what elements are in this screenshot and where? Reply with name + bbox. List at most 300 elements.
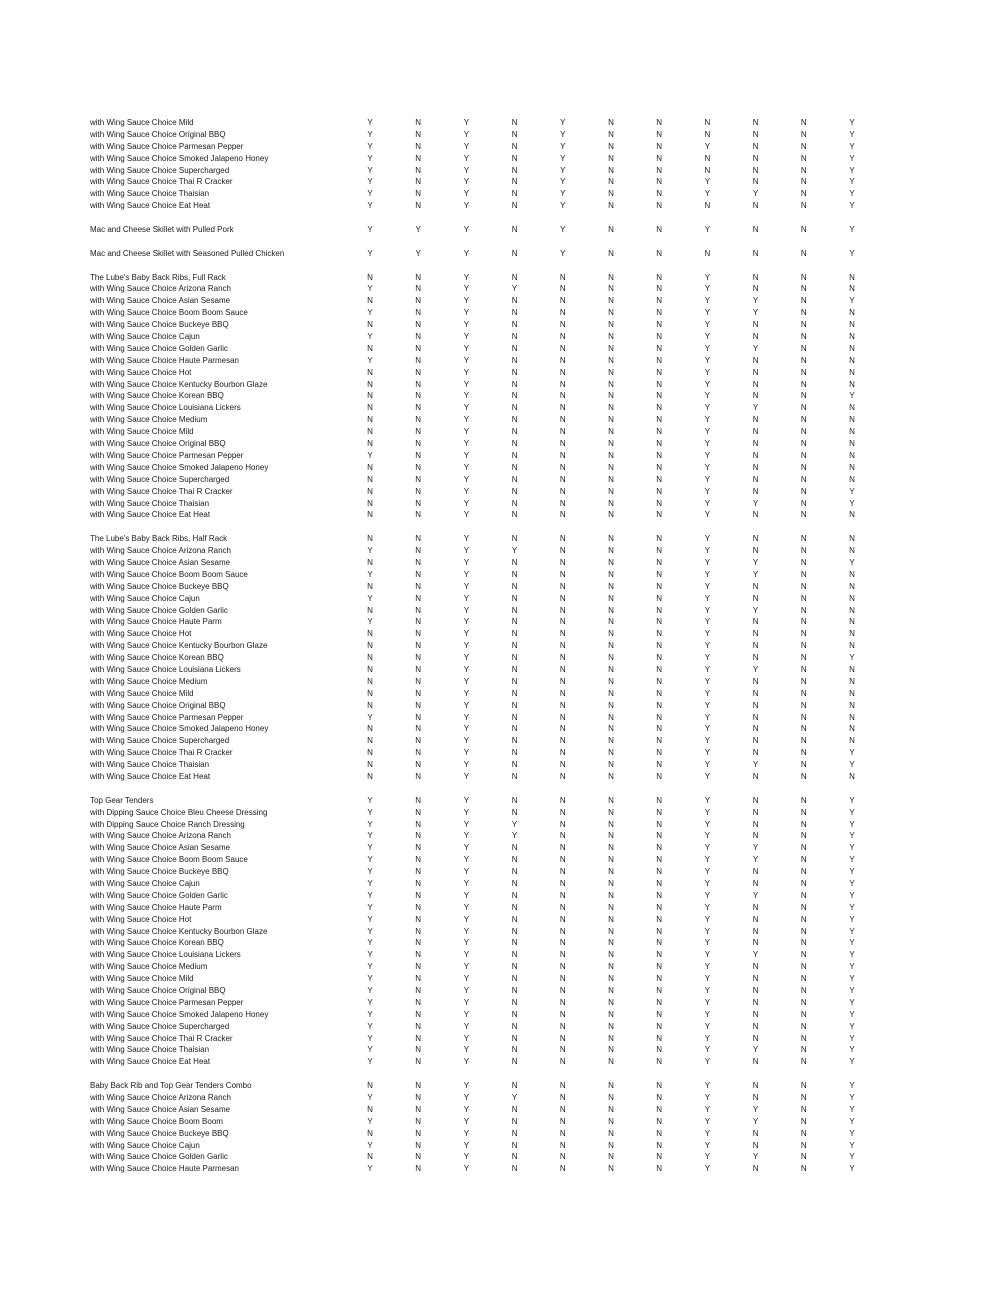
allergen-flag-cell: N: [511, 629, 518, 639]
allergen-flag-cell: N: [752, 546, 759, 556]
table-row: [0, 819, 1000, 831]
allergen-flag-cell: N: [559, 308, 566, 318]
allergen-flag-cell: Y: [511, 1093, 518, 1103]
allergen-flag-cell: N: [559, 831, 566, 841]
allergen-flag-cell: N: [415, 343, 422, 353]
allergen-flag-cell: Y: [704, 914, 711, 924]
allergen-flag-cell: Y: [704, 795, 711, 805]
allergen-flag-cell: N: [704, 165, 711, 175]
allergen-flag-cell: N: [415, 724, 422, 734]
allergen-flag-cell: N: [415, 486, 422, 496]
allergen-flag-cell: N: [752, 617, 759, 627]
table-row: [0, 486, 1000, 498]
allergen-flag-cell: N: [511, 296, 518, 306]
table-row: [0, 688, 1000, 700]
table-row: [0, 141, 1000, 153]
allergen-flag-cell: Y: [704, 1128, 711, 1138]
allergen-flag-cell: N: [559, 712, 566, 722]
allergen-flag-cell: N: [608, 724, 614, 734]
allergen-flag-cell: N: [511, 320, 518, 330]
allergen-flag-cell: Y: [367, 248, 373, 258]
allergen-flag-cell: N: [656, 688, 663, 698]
allergen-flag-cell: N: [559, 974, 566, 984]
allergen-flag-cell: N: [800, 343, 807, 353]
allergen-flag-cell: N: [800, 296, 807, 306]
allergen-flag-cell: N: [800, 581, 807, 591]
allergen-flag-cell: Y: [849, 997, 855, 1007]
allergen-flag-cell: N: [559, 391, 566, 401]
allergen-flag-cell: Y: [704, 629, 711, 639]
menu-item-label: with Wing Sauce Choice Mild: [90, 688, 194, 698]
table-row: [0, 509, 1000, 521]
table-row: [0, 949, 1000, 961]
allergen-flag-cell: N: [608, 1033, 614, 1043]
allergen-flag-cell: N: [752, 1128, 759, 1138]
allergen-flag-cell: Y: [367, 569, 373, 579]
allergen-flag-cell: N: [656, 332, 663, 342]
menu-item-label: with Wing Sauce Choice Arizona Ranch: [90, 546, 231, 556]
allergen-flag-cell: N: [800, 617, 807, 627]
allergen-flag-cell: Y: [463, 225, 470, 235]
allergen-flag-cell: Y: [849, 1033, 855, 1043]
allergen-flag-cell: Y: [704, 284, 711, 294]
allergen-flag-cell: N: [656, 165, 663, 175]
allergen-flag-cell: Y: [367, 1033, 373, 1043]
allergen-flag-cell: Y: [849, 1116, 855, 1126]
allergen-flag-cell: Y: [849, 189, 855, 199]
allergen-flag-cell: N: [800, 938, 807, 948]
allergen-flag-cell: Y: [704, 427, 711, 437]
allergen-flag-cell: Y: [849, 1152, 855, 1162]
allergen-flag-cell: N: [656, 1152, 663, 1162]
allergen-flag-cell: N: [511, 427, 518, 437]
allergen-flag-cell: Y: [849, 748, 855, 758]
allergen-flag-cell: N: [752, 629, 759, 639]
menu-item-label: with Wing Sauce Choice Hot: [90, 629, 192, 639]
allergen-flag-cell: Y: [560, 225, 566, 235]
allergen-flag-cell: N: [800, 843, 807, 853]
table-row: [0, 997, 1000, 1009]
table-row: [0, 533, 1000, 545]
table-row: [0, 462, 1000, 474]
allergen-flag-cell: Y: [752, 605, 759, 615]
table-row: [0, 414, 1000, 426]
allergen-flag-cell: N: [511, 201, 518, 211]
table-row: [0, 795, 1000, 807]
table-row: [0, 426, 1000, 438]
allergen-flag-cell: N: [800, 248, 807, 258]
allergen-flag-cell: N: [608, 831, 614, 841]
allergen-flag-cell: N: [752, 177, 759, 187]
allergen-flag-cell: N: [559, 962, 566, 972]
allergen-flag-cell: Y: [463, 427, 470, 437]
menu-item-label: with Wing Sauce Choice Cajun: [90, 332, 200, 342]
allergen-flag-cell: N: [656, 605, 663, 615]
allergen-flag-cell: Y: [752, 569, 759, 579]
allergen-flag-cell: N: [415, 474, 422, 484]
table-row: [0, 1140, 1000, 1152]
allergen-flag-cell: Y: [752, 843, 759, 853]
table-row: [0, 902, 1000, 914]
menu-item-label: with Wing Sauce Choice Louisiana Lickers: [90, 403, 241, 413]
allergen-flag-cell: N: [608, 664, 614, 674]
allergen-flag-cell: N: [367, 676, 373, 686]
allergen-flag-cell: N: [511, 1045, 518, 1055]
table-row: [0, 1044, 1000, 1056]
allergen-flag-cell: Y: [560, 165, 566, 175]
allergen-flag-cell: N: [849, 534, 855, 544]
allergen-flag-cell: Y: [367, 950, 373, 960]
allergen-flag-cell: N: [559, 546, 566, 556]
allergen-flag-cell: N: [367, 771, 373, 781]
allergen-flag-cell: N: [511, 688, 518, 698]
allergen-flag-cell: N: [415, 1021, 422, 1031]
table-row: [0, 807, 1000, 819]
allergen-flag-cell: N: [656, 676, 663, 686]
allergen-flag-cell: N: [800, 332, 807, 342]
allergen-flag-cell: Y: [704, 296, 711, 306]
allergen-flag-cell: N: [608, 1128, 614, 1138]
allergen-flag-cell: N: [752, 415, 759, 425]
allergen-flag-cell: N: [608, 415, 614, 425]
allergen-flag-cell: N: [559, 1021, 566, 1031]
allergen-flag-cell: N: [656, 534, 663, 544]
allergen-flag-cell: Y: [752, 296, 759, 306]
allergen-flag-cell: N: [800, 462, 807, 472]
allergen-flag-cell: N: [800, 1128, 807, 1138]
allergen-flag-cell: N: [608, 379, 614, 389]
allergen-flag-cell: Y: [849, 974, 855, 984]
allergen-flag-cell: Y: [463, 1128, 470, 1138]
allergen-flag-cell: N: [559, 1045, 566, 1055]
allergen-flag-cell: Y: [463, 343, 470, 353]
table-row: [0, 1056, 1000, 1068]
allergen-flag-cell: Y: [849, 557, 855, 567]
allergen-flag-cell: Y: [367, 1164, 373, 1174]
allergen-flag-cell: Y: [367, 355, 373, 365]
allergen-flag-cell: N: [415, 962, 422, 972]
allergen-flag-cell: Y: [367, 332, 373, 342]
allergen-flag-cell: Y: [560, 248, 566, 258]
menu-item-label: with Wing Sauce Choice Haute Parmesan: [90, 355, 239, 365]
allergen-flag-cell: N: [656, 439, 663, 449]
allergen-flag-cell: Y: [849, 950, 855, 960]
menu-item-label: with Wing Sauce Choice Arizona Ranch: [90, 284, 231, 294]
allergen-flag-cell: N: [415, 890, 422, 900]
allergen-flag-cell: N: [800, 284, 807, 294]
allergen-flag-cell: Y: [704, 736, 711, 746]
allergen-flag-cell: N: [415, 902, 422, 912]
allergen-flag-cell: N: [415, 1116, 422, 1126]
allergen-flag-cell: N: [752, 367, 759, 377]
allergen-flag-cell: N: [511, 379, 518, 389]
allergen-flag-cell: N: [511, 902, 518, 912]
allergen-flag-cell: N: [559, 367, 566, 377]
allergen-flag-cell: N: [608, 748, 614, 758]
allergen-flag-cell: N: [559, 320, 566, 330]
allergen-flag-cell: N: [704, 118, 711, 127]
allergen-flag-cell: N: [608, 902, 614, 912]
allergen-flag-cell: N: [559, 534, 566, 544]
menu-item-label: with Wing Sauce Choice Parmesan Pepper: [90, 450, 244, 460]
allergen-flag-cell: Y: [367, 284, 373, 294]
allergen-flag-cell: N: [367, 700, 373, 710]
allergen-flag-cell: N: [752, 201, 759, 211]
allergen-flag-cell: Y: [752, 1152, 759, 1162]
allergen-flag-cell: N: [367, 474, 373, 484]
allergen-flag-cell: N: [415, 771, 422, 781]
allergen-flag-cell: N: [559, 855, 566, 865]
allergen-flag-cell: N: [367, 688, 373, 698]
allergen-flag-cell: Y: [704, 926, 711, 936]
allergen-flag-cell: N: [511, 855, 518, 865]
allergen-flag-cell: Y: [463, 474, 470, 484]
allergen-flag-cell: Y: [704, 141, 711, 151]
allergen-flag-cell: Y: [463, 439, 470, 449]
allergen-flag-cell: Y: [560, 201, 566, 211]
allergen-flag-cell: Y: [463, 593, 470, 603]
allergen-flag-cell: Y: [463, 296, 470, 306]
allergen-flag-cell: Y: [704, 605, 711, 615]
allergen-flag-cell: N: [608, 557, 614, 567]
allergen-flag-cell: Y: [367, 118, 373, 127]
allergen-flag-cell: N: [415, 141, 422, 151]
allergen-flag-cell: N: [415, 534, 422, 544]
allergen-flag-cell: N: [608, 1152, 614, 1162]
menu-item-label: with Wing Sauce Choice Boom Boom Sauce: [90, 569, 248, 579]
allergen-flag-cell: N: [800, 272, 807, 282]
allergen-flag-cell: Y: [849, 391, 855, 401]
table-row: [0, 569, 1000, 581]
allergen-flag-cell: N: [559, 474, 566, 484]
allergen-flag-cell: N: [608, 284, 614, 294]
allergen-flag-cell: Y: [704, 450, 711, 460]
allergen-flag-cell: Y: [752, 855, 759, 865]
allergen-flag-cell: N: [656, 462, 663, 472]
menu-item-label: with Wing Sauce Choice Golden Garlic: [90, 890, 228, 900]
allergen-flag-cell: N: [608, 569, 614, 579]
allergen-flag-cell: N: [849, 403, 855, 413]
allergen-flag-cell: N: [559, 950, 566, 960]
table-row: [0, 866, 1000, 878]
allergen-flag-cell: N: [559, 272, 566, 282]
allergen-flag-cell: N: [367, 534, 373, 544]
allergen-flag-cell: Y: [463, 355, 470, 365]
allergen-flag-cell: N: [800, 997, 807, 1007]
table-row: [0, 557, 1000, 569]
allergen-flag-cell: Y: [849, 986, 855, 996]
allergen-flag-cell: N: [800, 320, 807, 330]
allergen-flag-cell: Y: [849, 914, 855, 924]
allergen-flag-cell: N: [511, 950, 518, 960]
menu-item-label: with Wing Sauce Choice Thai R Cracker: [90, 177, 233, 187]
allergen-flag-cell: N: [367, 748, 373, 758]
allergen-flag-cell: Y: [704, 510, 711, 520]
allergen-flag-cell: N: [800, 771, 807, 781]
table-row: [0, 973, 1000, 985]
allergen-flag-cell: N: [559, 1152, 566, 1162]
allergen-flag-cell: N: [559, 605, 566, 615]
allergen-flag-cell: Y: [463, 177, 470, 187]
allergen-flag-cell: Y: [463, 950, 470, 960]
menu-item-label: with Wing Sauce Choice Haute Parm: [90, 902, 222, 912]
allergen-flag-cell: Y: [849, 926, 855, 936]
allergen-flag-cell: N: [800, 950, 807, 960]
allergen-flag-cell: Y: [704, 343, 711, 353]
allergen-flag-cell: N: [608, 855, 614, 865]
table-row: [0, 723, 1000, 735]
allergen-flag-cell: N: [656, 1009, 663, 1019]
allergen-flag-cell: Y: [463, 831, 470, 841]
allergen-flag-cell: N: [415, 855, 422, 865]
allergen-flag-cell: Y: [463, 1045, 470, 1055]
allergen-flag-cell: N: [752, 938, 759, 948]
allergen-flag-cell: Y: [704, 748, 711, 758]
allergen-flag-cell: N: [656, 986, 663, 996]
allergen-flag-cell: N: [800, 688, 807, 698]
allergen-flag-cell: N: [608, 950, 614, 960]
allergen-flag-cell: N: [656, 427, 663, 437]
allergen-flag-cell: N: [608, 1081, 614, 1091]
allergen-flag-cell: N: [608, 890, 614, 900]
allergen-flag-cell: Y: [849, 129, 855, 139]
table-row: [0, 652, 1000, 664]
allergen-flag-cell: N: [656, 1033, 663, 1043]
allergen-flag-cell: Y: [704, 379, 711, 389]
allergen-flag-cell: N: [559, 403, 566, 413]
allergen-flag-cell: N: [415, 748, 422, 758]
allergen-flag-cell: N: [415, 557, 422, 567]
allergen-flag-cell: Y: [367, 795, 373, 805]
allergen-flag-cell: Y: [463, 843, 470, 853]
allergen-flag-cell: N: [415, 415, 422, 425]
table-row: [0, 926, 1000, 938]
allergen-flag-cell: Y: [463, 546, 470, 556]
allergen-flag-cell: Y: [367, 617, 373, 627]
allergen-flag-cell: Y: [463, 332, 470, 342]
allergen-flag-cell: N: [800, 379, 807, 389]
allergen-flag-cell: N: [415, 272, 422, 282]
allergen-flag-cell: Y: [704, 938, 711, 948]
allergen-flag-cell: N: [608, 605, 614, 615]
allergen-flag-cell: Y: [463, 557, 470, 567]
allergen-flag-cell: N: [800, 177, 807, 187]
menu-item-label: with Wing Sauce Choice Louisiana Lickers: [90, 664, 241, 674]
allergen-flag-cell: N: [752, 771, 759, 781]
allergen-flag-cell: N: [559, 748, 566, 758]
allergen-flag-cell: Y: [849, 962, 855, 972]
allergen-flag-cell: N: [511, 462, 518, 472]
spacer-row: [0, 260, 1000, 272]
allergen-flag-cell: Y: [849, 938, 855, 948]
allergen-flag-cell: N: [367, 498, 373, 508]
allergen-flag-cell: N: [800, 1164, 807, 1174]
allergen-flag-cell: Y: [704, 593, 711, 603]
allergen-flag-cell: Y: [463, 819, 470, 829]
table-row: [0, 1033, 1000, 1045]
allergen-flag-cell: N: [800, 498, 807, 508]
allergen-flag-cell: N: [849, 308, 855, 318]
allergen-flag-cell: N: [752, 439, 759, 449]
table-row: [0, 712, 1000, 724]
allergen-flag-cell: N: [656, 510, 663, 520]
allergen-flag-cell: Y: [463, 284, 470, 294]
allergen-flag-cell: Y: [704, 890, 711, 900]
allergen-flag-cell: N: [752, 962, 759, 972]
allergen-flag-cell: N: [704, 201, 711, 211]
allergen-flag-cell: N: [849, 284, 855, 294]
allergen-flag-cell: Y: [463, 1057, 470, 1067]
allergen-flag-cell: N: [656, 1128, 663, 1138]
allergen-flag-cell: N: [800, 807, 807, 817]
allergen-flag-cell: N: [656, 201, 663, 211]
allergen-flag-cell: Y: [463, 605, 470, 615]
allergen-flag-cell: N: [415, 867, 422, 877]
allergen-flag-cell: Y: [367, 926, 373, 936]
allergen-flag-cell: Y: [849, 843, 855, 853]
allergen-flag-cell: N: [367, 486, 373, 496]
allergen-flag-cell: N: [752, 914, 759, 924]
menu-item-label: with Wing Sauce Choice Korean BBQ: [90, 391, 224, 401]
table-row: [0, 985, 1000, 997]
allergen-flag-cell: Y: [463, 629, 470, 639]
allergen-flag-cell: N: [656, 581, 663, 591]
menu-item-label: with Wing Sauce Choice Original BBQ: [90, 700, 226, 710]
allergen-flag-cell: N: [608, 486, 614, 496]
allergen-flag-cell: N: [608, 510, 614, 520]
allergen-flag-cell: Y: [463, 724, 470, 734]
allergen-flag-cell: N: [752, 819, 759, 829]
allergen-flag-cell: N: [367, 664, 373, 674]
allergen-flag-cell: N: [608, 653, 614, 663]
menu-item-label: with Wing Sauce Choice Cajun: [90, 1140, 200, 1150]
allergen-flag-cell: N: [656, 664, 663, 674]
allergen-flag-cell: N: [511, 1009, 518, 1019]
menu-item-label: with Wing Sauce Choice Golden Garlic: [90, 1152, 228, 1162]
table-row: [0, 165, 1000, 177]
allergen-flag-cell: N: [752, 284, 759, 294]
allergen-flag-cell: N: [559, 676, 566, 686]
menu-item-label: with Wing Sauce Choice Asian Sesame: [90, 1104, 231, 1114]
allergen-flag-cell: N: [608, 629, 614, 639]
allergen-flag-cell: N: [800, 962, 807, 972]
allergen-flag-cell: Y: [752, 664, 759, 674]
allergen-flag-cell: Y: [463, 926, 470, 936]
allergen-flag-cell: N: [511, 118, 518, 127]
allergen-flag-cell: N: [656, 879, 663, 888]
allergen-flag-cell: Y: [704, 355, 711, 365]
allergen-flag-cell: N: [511, 593, 518, 603]
menu-item-label: with Wing Sauce Choice Smoked Jalapeno Honey: [90, 724, 269, 734]
allergen-flag-cell: N: [608, 118, 614, 127]
allergen-flag-cell: N: [367, 343, 373, 353]
allergen-flag-cell: Y: [704, 700, 711, 710]
allergen-flag-cell: N: [511, 1152, 518, 1162]
allergen-flag-cell: Y: [463, 1081, 470, 1091]
menu-item-label: with Wing Sauce Choice Medium: [90, 676, 208, 686]
allergen-flag-cell: Y: [367, 914, 373, 924]
allergen-flag-cell: N: [559, 1164, 566, 1174]
allergen-flag-cell: N: [415, 712, 422, 722]
allergen-flag-cell: N: [415, 153, 422, 163]
table-row: [0, 1080, 1000, 1092]
table-row: [0, 331, 1000, 343]
allergen-flag-cell: N: [752, 807, 759, 817]
allergen-flag-cell: Y: [463, 367, 470, 377]
table-row: [0, 307, 1000, 319]
allergen-flag-cell: N: [367, 367, 373, 377]
allergen-flag-cell: Y: [704, 332, 711, 342]
